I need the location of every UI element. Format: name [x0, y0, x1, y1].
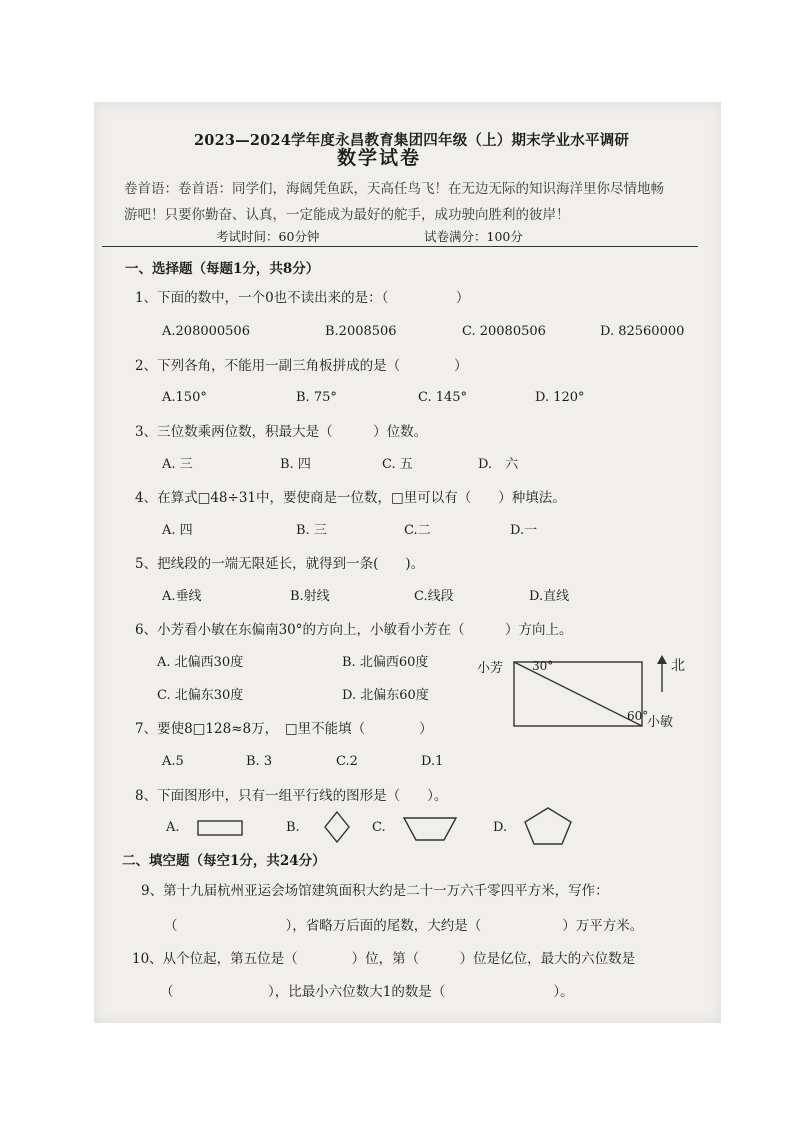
question-7: 7、要使8□128≈8万， □里不能填（ ）: [135, 721, 433, 737]
q3-option-a: A. 三: [162, 457, 193, 472]
exam-title: 2023—2024学年度永昌教育集团四年级（上）期末学业水平调研: [194, 132, 630, 149]
q8-option-a: A.: [166, 820, 180, 835]
intro-line-1: 卷首语：卷首语：同学们，海阔凭鱼跃，天高任鸟飞！在无边无际的知识海洋里你尽情地畅: [124, 181, 664, 197]
q1-option-d: D. 82560000: [600, 324, 685, 339]
exam-paper: [94, 102, 721, 1023]
q5-option-a: A.垂线: [162, 589, 202, 604]
north-arrow-head: [657, 655, 667, 664]
section1-heading: 一、选择题（每题1分，共8分）: [125, 261, 320, 277]
question-5: 5、把线段的一端无限延长，就得到一条( )。: [135, 556, 425, 572]
rectangle-shape: [197, 818, 245, 838]
q4-option-a: A. 四: [162, 523, 193, 538]
q2-option-c: C. 145°: [418, 390, 468, 405]
q8-option-b: B.: [286, 820, 300, 835]
full-score: 试卷满分：100分: [424, 229, 523, 244]
question-1: 1、下面的数中，一个0也不读出来的是：（ ）: [135, 290, 470, 306]
q5-option-c: C.线段: [414, 589, 454, 604]
q4-option-c: C.二: [404, 523, 431, 538]
q3-option-c: C. 五: [382, 457, 413, 472]
q6-option-b: B. 北偏西60度: [342, 655, 429, 670]
question-9-line-2: （ ），省略万后面的尾数，大约是（ ）万平方米。: [164, 918, 644, 934]
q2-option-d: D. 120°: [535, 390, 585, 405]
q7-option-c: C.2: [336, 754, 358, 769]
q6-option-c: C. 北偏东30度: [157, 688, 244, 703]
exam-subtitle: 数学试卷: [337, 147, 422, 169]
question-3: 3、三位数乘两位数，积最大是（ ）位数。: [135, 424, 428, 440]
section2-heading: 二、填空题（每空1分，共24分）: [122, 853, 326, 869]
q6-option-a: A. 北偏西30度: [157, 655, 244, 670]
trapezoid-shape: [402, 814, 458, 844]
question-10-line-2: （ ），比最小六位数大1的数是（ ）。: [160, 984, 574, 1000]
q7-option-d: D.1: [421, 754, 444, 769]
q2-option-b: B. 75°: [296, 390, 337, 405]
question-6: 6、小芳看小敏在东偏南30°的方向上，小敏看小芳在（ ）方向上。: [135, 622, 573, 638]
label-xiaofang: 小芳: [477, 661, 504, 676]
q4-option-b: B. 三: [296, 523, 327, 538]
q1-option-a: A.208000506: [162, 324, 250, 339]
q5-option-b: B.射线: [290, 589, 330, 604]
question-4: 4、在算式□48÷31中，要使商是一位数，□里可以有（ ）种填法。: [135, 490, 566, 506]
angle-60-label: 60°: [627, 709, 649, 723]
q6-option-d: D. 北偏东60度: [342, 688, 429, 703]
q3-option-b: B. 四: [280, 457, 311, 472]
question-8: 8、下面图形中，只有一组平行线的图形是（ ）。: [135, 788, 448, 804]
q1-option-b: B.2008506: [325, 324, 397, 339]
exam-time: 考试时间：60分钟: [216, 229, 320, 244]
q1-option-c: C. 20080506: [462, 324, 546, 339]
q8-option-c: C.: [372, 820, 386, 835]
q4-option-d: D.一: [510, 523, 538, 538]
q2-option-a: A.150°: [162, 390, 207, 405]
question-10-line-1: 10、从个位起，第五位是（ ）位，第（ ）位是亿位，最大的六位数是: [132, 951, 636, 967]
question-2: 2、下列各角，不能用一副三角板拼成的是（ ）: [135, 358, 468, 374]
q7-option-a: A.5: [162, 754, 184, 769]
label-xiaomin: 小敏: [647, 715, 674, 730]
pentagon-shape: [522, 806, 574, 846]
q5-option-d: D.直线: [529, 589, 570, 604]
q8-option-d: D.: [493, 820, 508, 835]
q3-option-d: D. 六: [478, 457, 519, 472]
q7-option-b: B. 3: [246, 754, 273, 769]
header-divider: [102, 246, 698, 247]
question-9-line-1: 9、第十九届杭州亚运会场馆建筑面积大约是二十一万六千零四平方米，写作：: [141, 883, 609, 899]
north-label: 北: [671, 658, 685, 674]
rhombus-shape: [322, 810, 352, 844]
angle-30-label: 30°: [532, 659, 554, 673]
intro-line-2: 游吧！只要你勤奋、认真，一定能成为最好的舵手，成功驶向胜利的彼岸！: [124, 207, 570, 223]
